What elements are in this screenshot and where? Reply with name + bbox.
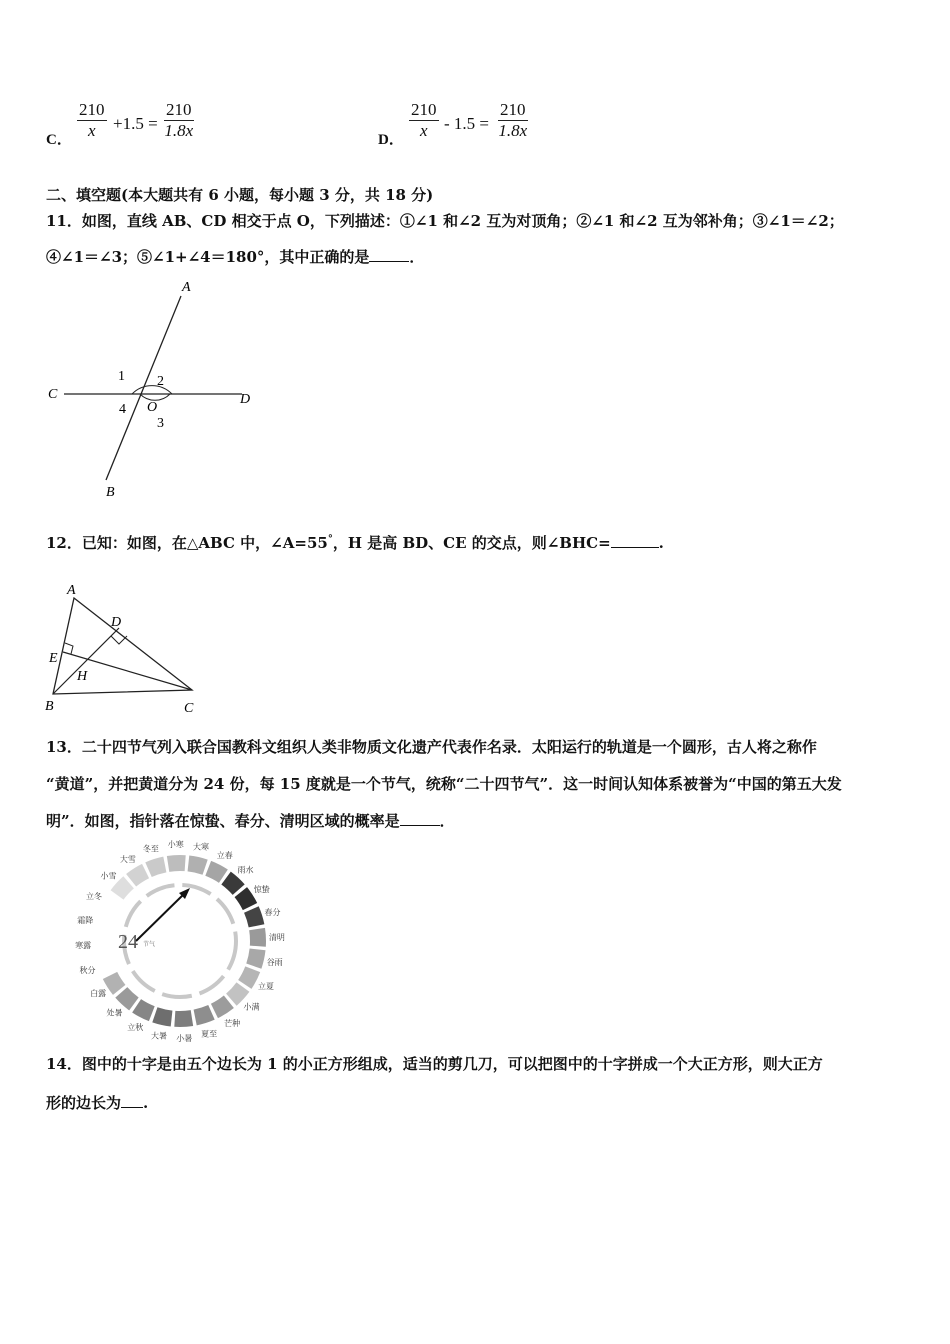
dial-term-label: 小雪	[100, 871, 117, 881]
option-d-rhs-denominator: 1.8x	[498, 121, 528, 140]
option-c-rhs-denominator: 1.8x	[164, 121, 194, 140]
option-d-lhs-numerator: 210	[411, 100, 437, 119]
angle-label-2: 2	[157, 374, 164, 389]
dial-term-label: 芒种	[224, 1018, 241, 1028]
q14-line2	[46, 1092, 148, 1114]
option-c-lhs-denominator: x	[87, 121, 96, 140]
dial-term-label: 惊蛰	[253, 884, 270, 894]
label-o: O	[147, 400, 158, 415]
dial-segment	[249, 928, 266, 947]
dial-center-number: 24	[118, 931, 138, 953]
option-c-lhs-fraction	[77, 100, 107, 141]
dial-segment	[103, 972, 126, 995]
dial-segment	[126, 864, 149, 887]
dial-term-label: 雨水	[237, 865, 254, 875]
dial-segment	[152, 1007, 172, 1026]
dial-inner-ring	[124, 885, 236, 997]
altitude-bd	[53, 628, 119, 694]
label-c: C	[184, 701, 194, 716]
option-d-lhs-fraction	[409, 100, 439, 141]
q11-line2	[46, 246, 424, 268]
dial-term-label: 夏至	[201, 1029, 218, 1039]
label-c: C	[48, 387, 58, 402]
dial-term-label: 霜降	[77, 916, 94, 926]
label-a: A	[182, 280, 191, 295]
q14-line1: 14．图中的十字是由五个边长为 1 的小正方形组成，适当的剪几刀，可以把图中的十字拼成一个大正方形，则大正方	[46, 1055, 823, 1073]
dial-segment	[246, 949, 265, 969]
q13-line3	[46, 810, 455, 832]
dial-term-label: 立冬	[85, 892, 102, 902]
option-c-lhs-numerator: 210	[79, 100, 105, 119]
dial-segment	[238, 966, 260, 989]
dial-segment	[211, 996, 234, 1019]
label-e: E	[49, 651, 58, 666]
q13-line2: “黄道”，并把黄道分为 24 份，每 15 度就是一个节气，统称“二十四节气”．这一时间认知体系被誉为“中国的第五大发	[46, 775, 842, 793]
q11-line1: 11．如图，直线 AB、CD 相交于点 O，下列描述：①∠1 和∠2 互为对顶角；②∠1 和∠2 互为邻补角；③∠1＝∠2；	[46, 212, 844, 230]
angle-label-3: 3	[157, 416, 164, 431]
option-c	[46, 100, 246, 150]
label-a: A	[67, 583, 76, 598]
dial-term-label: 春分	[264, 907, 281, 917]
option-d	[378, 100, 578, 150]
label-h: H	[77, 669, 88, 684]
label-d: D	[111, 615, 122, 630]
q13-line3-text: 明”．如图，指针落在惊蛰、春分、清明区域的概率是	[46, 812, 400, 830]
triangle-abc	[53, 598, 192, 694]
q11-line2-end: ．	[409, 248, 425, 266]
q12-answer-blank	[611, 533, 659, 548]
dial-term-label: 秋分	[79, 966, 96, 976]
q12-line	[46, 529, 664, 554]
q14-line2-text: 形的边长为	[46, 1094, 122, 1112]
dial-term-label: 小寒	[167, 840, 184, 850]
option-d-lhs-denominator: x	[419, 121, 428, 140]
dial-segment	[188, 856, 208, 875]
dial-term-label: 冬至	[142, 844, 159, 854]
dial-term-label: 处暑	[106, 1008, 123, 1018]
q12-end: .	[658, 534, 664, 552]
label-d: D	[240, 392, 251, 407]
q12-text: 12．已知：如图，在△ABC 中，∠A=55	[46, 534, 328, 552]
dial-term-label: 白露	[90, 989, 107, 999]
dial-term-label: 谷雨	[266, 957, 283, 967]
dial-segment	[205, 861, 228, 883]
dial-term-label: 寒露	[75, 941, 92, 951]
q11-figure	[44, 280, 264, 502]
dial-term-label: 清明	[268, 932, 285, 942]
dial-segment	[167, 855, 186, 872]
option-d-rhs-numerator: 210	[500, 100, 526, 119]
option-c-label: C．	[46, 132, 72, 148]
label-b: B	[45, 699, 54, 714]
q13-line3-end: ．	[439, 812, 455, 830]
q13-answer-blank	[400, 811, 440, 826]
dial-term-label: 立秋	[127, 1023, 144, 1033]
option-c-operator: +1.5 =	[113, 114, 158, 133]
line-ab	[106, 296, 181, 480]
dial-term-label: 大寒	[192, 842, 209, 852]
dial-term-label: 立夏	[258, 981, 275, 991]
option-d-operator: - 1.5 =	[444, 114, 489, 133]
dial-segment	[244, 906, 264, 927]
dial-center-sub: 节气	[143, 942, 156, 948]
option-d-rhs-fraction	[498, 100, 528, 141]
dial-term-label: 大暑	[151, 1031, 168, 1041]
dial-segment	[132, 999, 155, 1021]
dial-term-label: 大雪	[119, 855, 136, 865]
dial-pointer	[136, 892, 186, 941]
label-b: B	[106, 485, 115, 500]
q12-degree: °	[327, 534, 333, 545]
solar-terms-dial	[44, 840, 285, 1043]
dial-segment	[174, 1010, 193, 1027]
option-c-rhs-fraction	[164, 100, 194, 141]
q14-answer-blank	[121, 1093, 143, 1108]
angle-arc-upper	[132, 386, 172, 394]
option-d-label: D．	[378, 132, 404, 148]
dial-segment	[115, 987, 138, 1010]
dial-segment	[221, 872, 244, 895]
dial-segment	[194, 1005, 215, 1025]
q13-line1: 13．二十四节气列入联合国教科文组织人类非物质文化遗产代表作名录．太阳运行的轨道是一个圆形，古人将之称作	[46, 738, 817, 756]
q11-answer-blank	[369, 247, 409, 262]
dial-segment	[145, 857, 166, 877]
dial-term-label: 立春	[216, 850, 233, 860]
q14-line2-end: .	[143, 1094, 149, 1112]
angle-label-1: 1	[118, 369, 125, 384]
dial-term-label: 小满	[243, 1002, 260, 1012]
q12-figure	[40, 582, 210, 720]
q11-line2-text: ④∠1＝∠3；⑤∠1+∠4＝180°，其中正确的是	[46, 248, 370, 266]
dial-term-label: 小暑	[176, 1033, 193, 1043]
option-c-rhs-numerator: 210	[166, 100, 192, 119]
q12-text2: ，H 是高 BD、CE 的交点，则∠BHC=	[332, 534, 611, 552]
section-title: 二、填空题(本大题共有 6 小题，每小题 3 分，共 18 分)	[46, 186, 434, 204]
angle-label-4: 4	[119, 402, 126, 417]
